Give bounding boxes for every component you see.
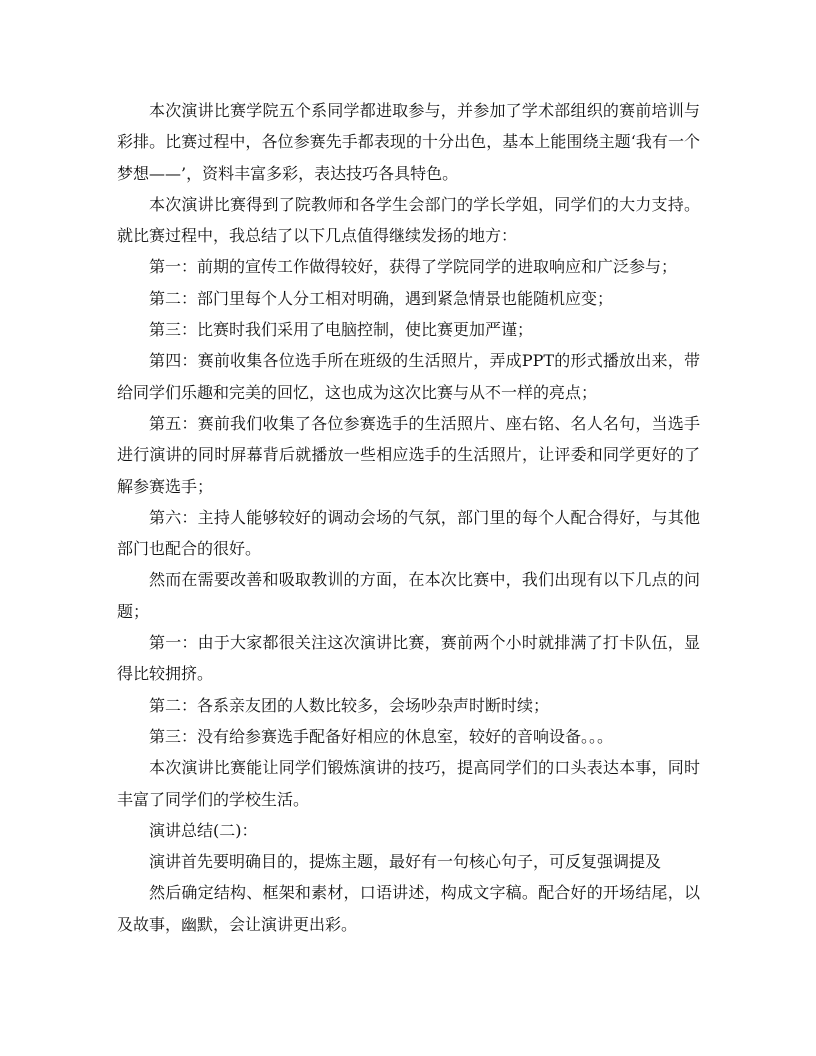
paragraph-problem-2: 第二：各系亲友团的人数比较多，会场吵杂声时断时续； bbox=[149, 695, 550, 715]
paragraph-point-4: 第四：赛前收集各位选手所在班级的生活照片，弄成PPT的形式播放出来，带给同学们乐趣和完美的回忆，这也成为这次比赛与从不一样的亮点； bbox=[117, 351, 700, 402]
paragraph-support: 本次演讲比赛得到了院教师和各学生会部门的学长学姐，同学们的大力支持。就比赛过程中，我总结了以下几点值得继续发扬的地方： bbox=[117, 194, 700, 246]
section-heading-speech-summary-2: 演讲总结(二)： bbox=[149, 820, 258, 840]
document-body bbox=[117, 95, 700, 940]
paragraph-speech-purpose: 演讲首先要明确目的，提炼主题，最好有一句核心句子，可反复强调提及 bbox=[149, 852, 662, 872]
paragraph-speech-structure: 然后确定结构、框架和素材，口语讲述，构成文字稿。配合好的开场结尾，以及故事，幽默，会让演讲更出彩。 bbox=[117, 883, 700, 934]
paragraph-conclusion: 本次演讲比赛能让同学们锻炼演讲的技巧，提高同学们的口头表达本事，同时丰富了同学们的学校生活。 bbox=[117, 758, 700, 809]
paragraph-point-5: 第五：赛前我们收集了各位参赛选手的生活照片、座右铭、名人名句，当选手进行演讲的同时屏幕背后就播放一些相应选手的生活照片，让评委和同学更好的了解参赛选手； bbox=[117, 413, 700, 496]
paragraph-point-1: 第一：前期的宣传工作做得较好，获得了学院同学的进取响应和广泛参与； bbox=[149, 257, 678, 277]
paragraph-problem-1: 第一：由于大家都很关注这次演讲比赛，赛前两个小时就排满了打卡队伍，显得比较拥挤。 bbox=[117, 633, 700, 684]
paragraph-point-6: 第六：主持人能够较好的调动会场的气氛，部门里的每个人配合得好，与其他部门也配合的很好。 bbox=[117, 507, 700, 559]
paragraph-problem-3: 第三：没有给参赛选手配备好相应的休息室，较好的音响设备。。。 bbox=[149, 726, 614, 746]
paragraph-intro: 本次演讲比赛学院五个系同学都进取参与，并参加了学术部组织的赛前培训与彩排。比赛过程中，各位参赛先手都表现的十分出色，基本上能围绕主题‘我有一个梦想——’，资料丰富多彩，表达技巧各具特色。 bbox=[117, 101, 700, 183]
paragraph-point-2: 第二：部门里每个人分工相对明确，遇到紧急情景也能随机应变； bbox=[149, 288, 614, 308]
paragraph-point-3: 第三：比赛时我们采用了电脑控制，使比赛更加严谨； bbox=[149, 320, 534, 340]
paragraph-problems-intro: 然而在需要改善和吸取教训的方面，在本次比赛中，我们出现有以下几点的问题； bbox=[117, 570, 700, 621]
